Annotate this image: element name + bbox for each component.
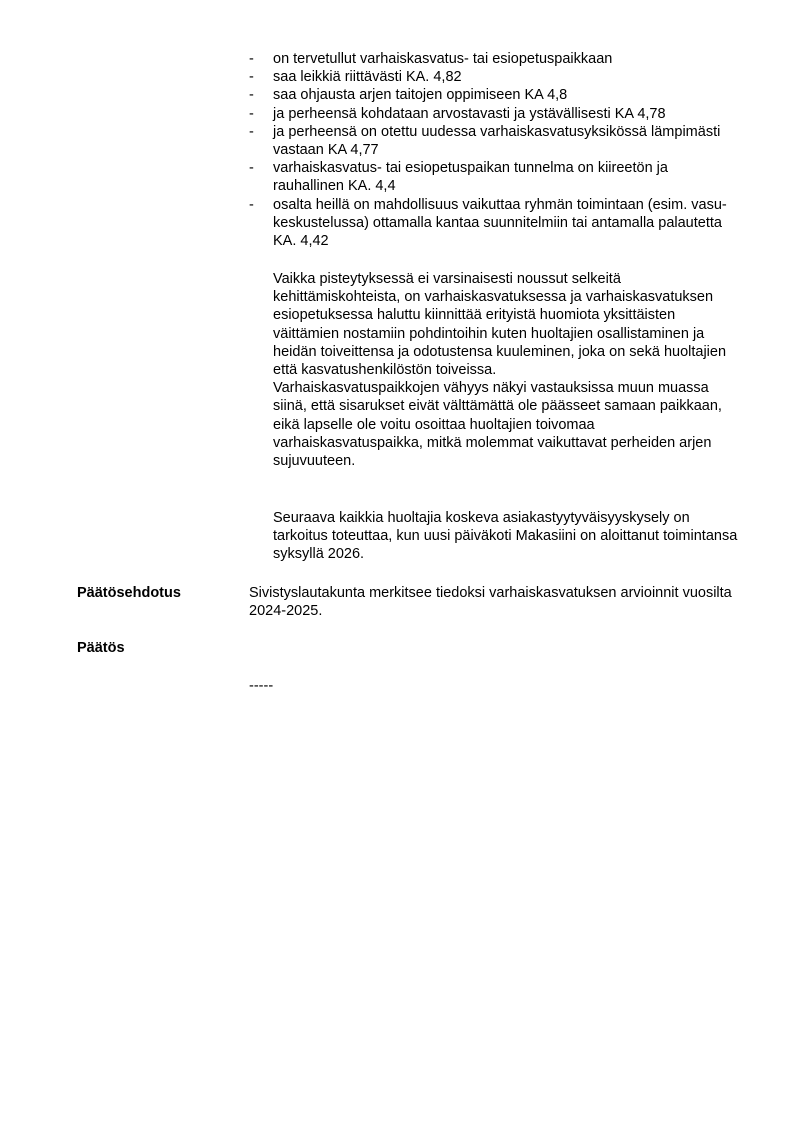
bullet-dash: - bbox=[249, 105, 254, 122]
paragraph-place-shortage: Varhaiskasvatuspaikkojen vähyys näkyi vastauksissa muun muassa siinä, että sisarukset eivät välttämättä ole päässeet samaan paikkaan, eikä lapselle ole voitu osoittaa huoltajien toivomaa varhaiskasvatuspaikka, mitkä molemmat vaikuttavat perheiden arjen sujuvuuteen. bbox=[273, 380, 722, 470]
bullet-text: saa ohjausta arjen taitojen oppimiseen KA 4,8 bbox=[273, 87, 568, 104]
bullet-text: ja perheensä on otettu uudessa varhaiskasvatusyksikössä lämpimästi vastaan KA 4,77 bbox=[273, 123, 721, 159]
list-item bbox=[249, 159, 739, 195]
next-survey-block bbox=[273, 509, 743, 564]
list-item bbox=[249, 50, 739, 68]
bullet-dash: - bbox=[249, 69, 254, 86]
bullet-dash: - bbox=[249, 51, 254, 67]
bullet-text: osalta heillä on mahdollisuus vaikuttaa ryhmän toimintaan (esim. vasu-keskustelussa) ottamalla kantaa suunnitelmiin tai antamalla palautetta KA. 4,42 bbox=[273, 196, 727, 250]
proposal-text: Sivistyslautakunta merkitsee tiedoksi varhaiskasvatuksen arvioinnit vuosilta 2024-2025. bbox=[249, 585, 732, 620]
bullet-dash: - bbox=[249, 160, 254, 177]
decision-text: ----- bbox=[249, 678, 274, 694]
list-item bbox=[249, 105, 739, 123]
bullet-text: saa leikkiä riittävästi KA. 4,82 bbox=[273, 69, 462, 86]
bullet-text: ja perheensä kohdataan arvostavasti ja ystävällisesti KA 4,78 bbox=[273, 105, 666, 122]
list-item bbox=[249, 68, 739, 86]
paragraph-development-focus: Vaikka pisteytyksessä ei varsinaisesti noussut selkeitä kehittämiskohteista, on varhaiskasvatuksessa ja varhaiskasvatuksen esiopetuksessa haluttu kiinnittää erityistä huomiota yksittäisten väittämien nostamiin pohdintoihin kuten huoltajien osallistaminen ja heidän toiveittensa ja odotustensa kuuleminen, joka on sekä huoltajien että kasvatushenkilöstön toiveissa. bbox=[273, 271, 727, 379]
bullet-text: varhaiskasvatus- tai esiopetuspaikan tunnelma on kiireetön ja rauhallinen KA. 4,4 bbox=[273, 160, 668, 195]
bullet-dash: - bbox=[249, 123, 254, 140]
decision-label: Päätös bbox=[77, 640, 125, 656]
paragraph-next-survey: Seuraava kaikkia huoltajia koskeva asiakastyytyväisyyskysely on tarkoitus toteuttaa, kun uusi päiväkoti Makasiini on aloittanut toimintansa syksyllä 2026. bbox=[273, 510, 738, 563]
bullet-list bbox=[249, 50, 739, 250]
list-item bbox=[249, 123, 739, 159]
bullet-dash: - bbox=[249, 87, 254, 104]
proposal-label: Päätösehdotus bbox=[77, 585, 181, 601]
body-paragraphs bbox=[273, 270, 743, 470]
bullet-dash: - bbox=[249, 196, 254, 213]
list-item bbox=[249, 196, 739, 251]
list-item bbox=[249, 86, 739, 104]
bullet-text: on tervetullut varhaiskasvatus- tai esiopetuspaikkaan bbox=[273, 51, 613, 67]
